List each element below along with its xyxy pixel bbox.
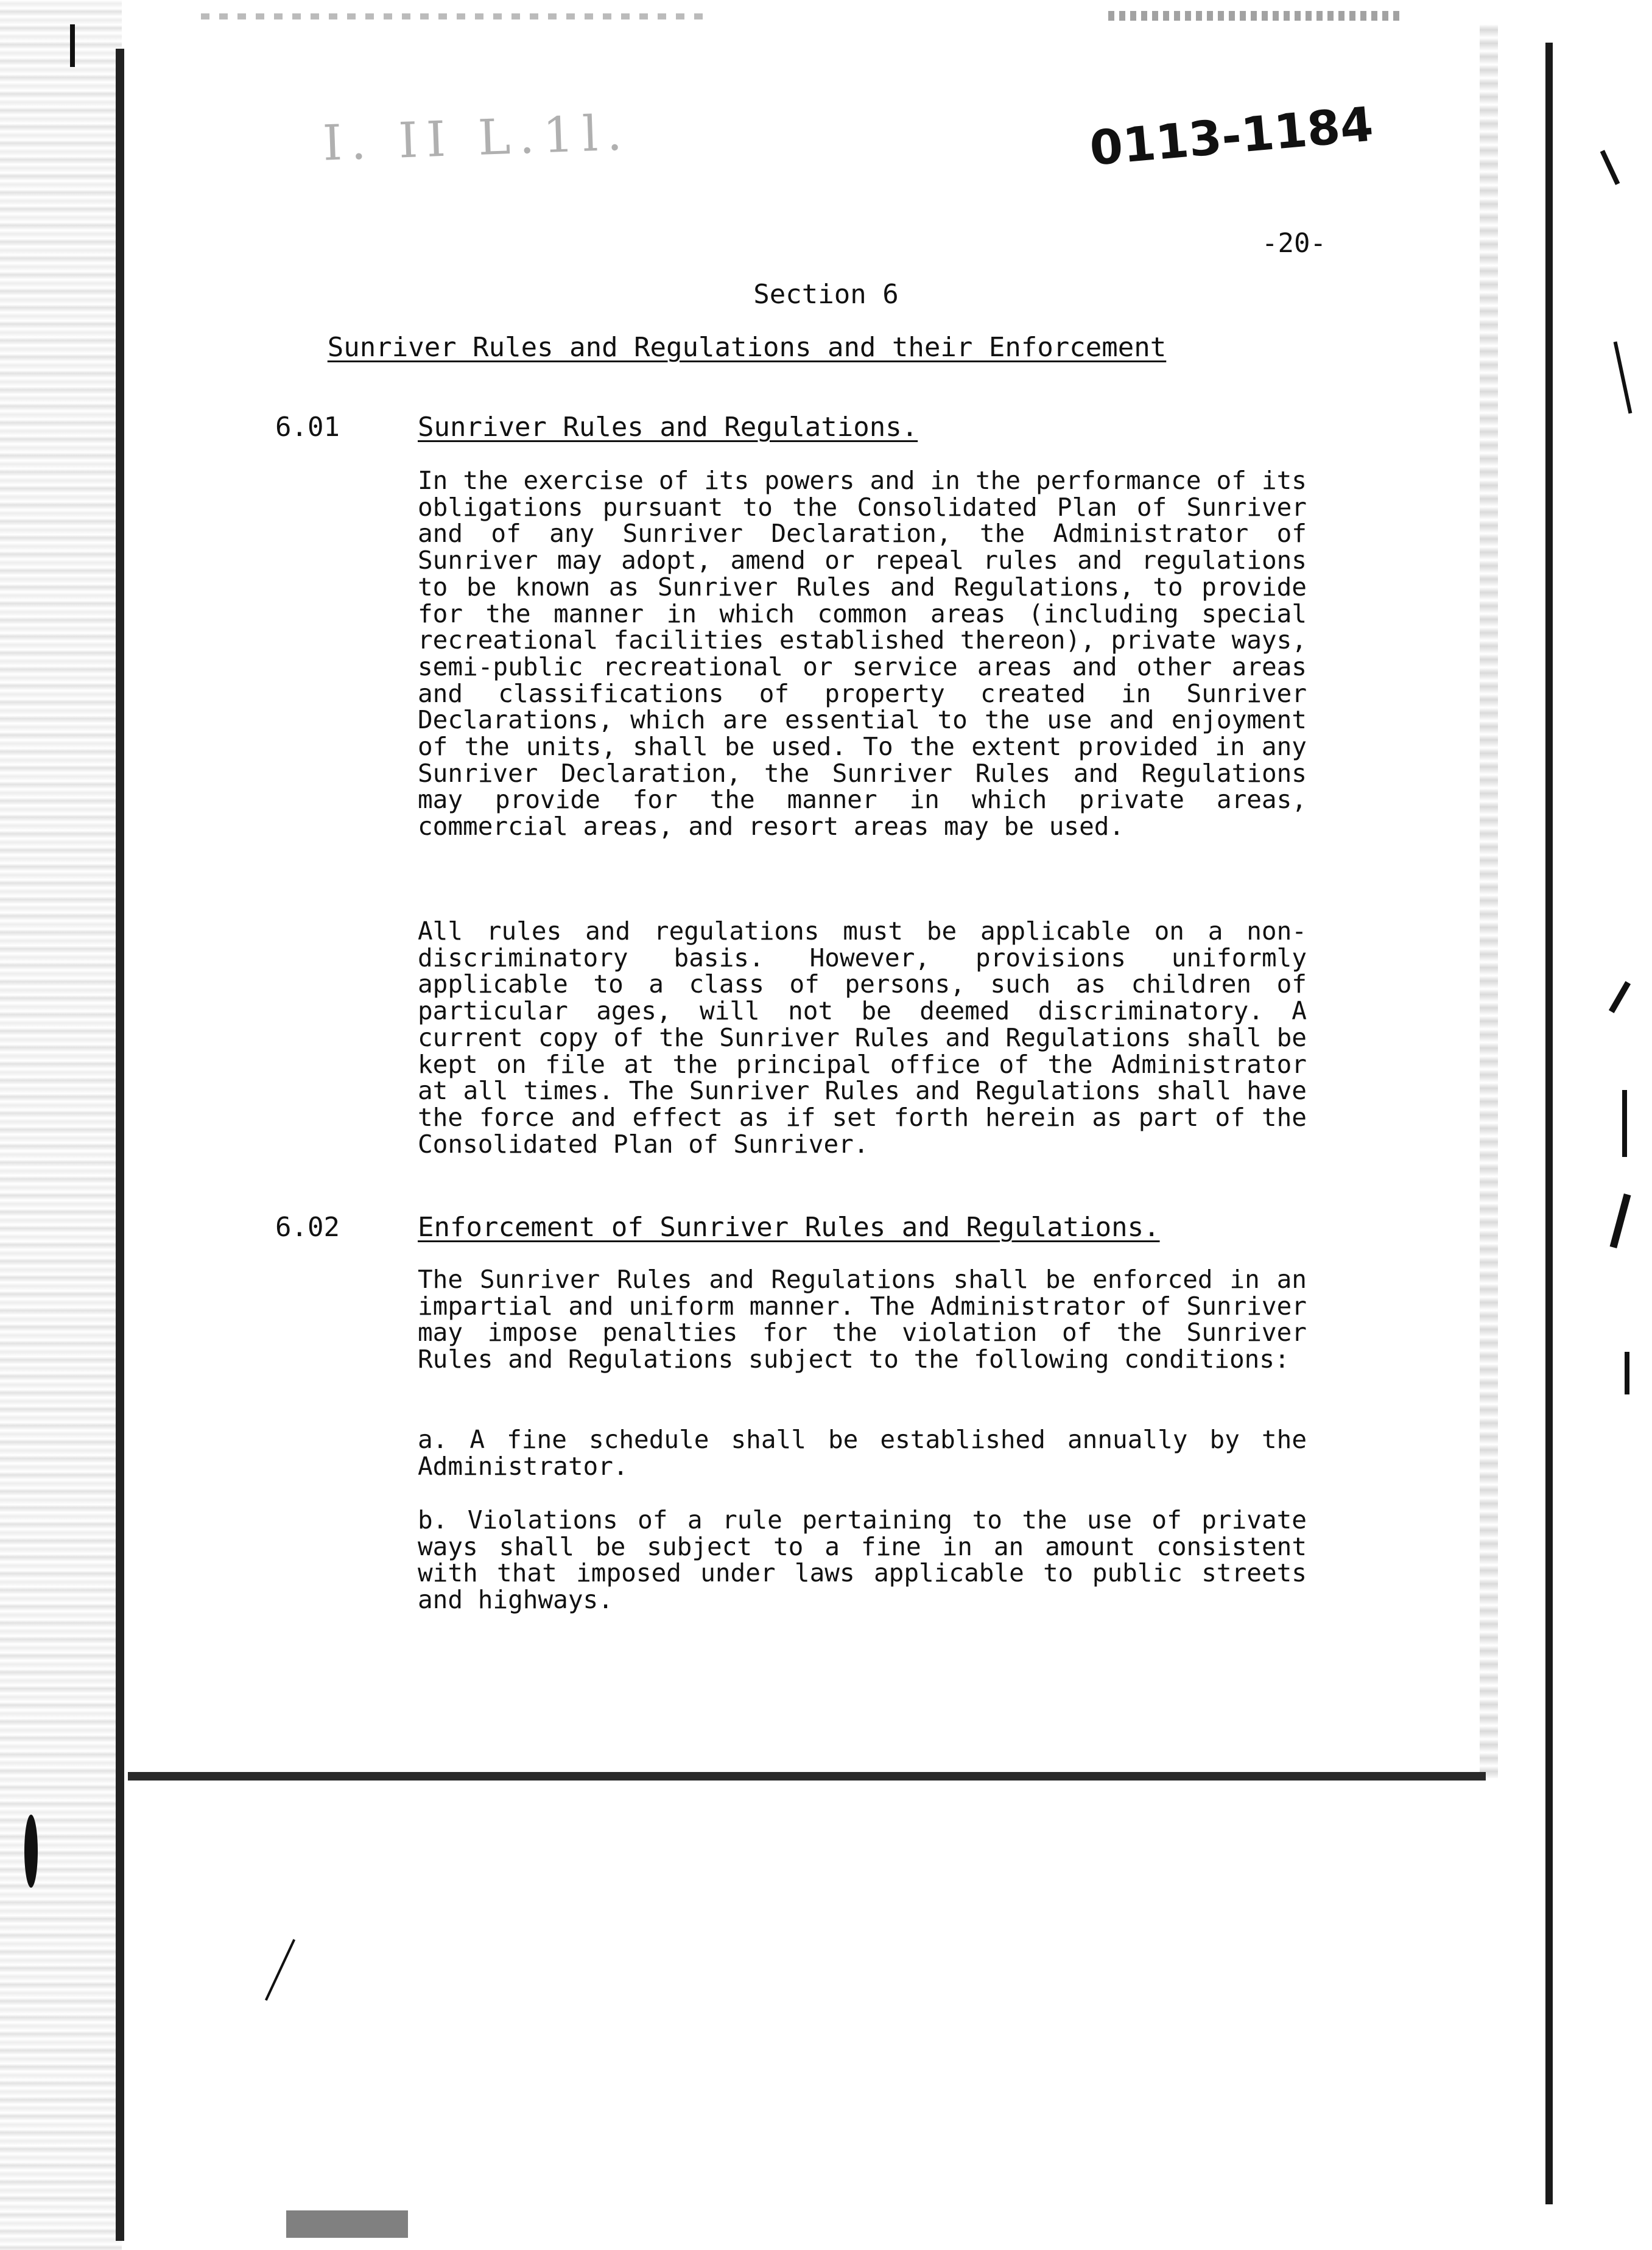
section-title-text: Sunriver Rules and Regulations and their Enforcement <box>327 332 1167 363</box>
list-item: b. Violations of a rule pertaining to the use of private ways shall be subject to a fine in an amount consistent with that imposed under laws applicable to public streets and highways. <box>418 1505 1307 1615</box>
document-number: 0113-1184 <box>1088 97 1376 177</box>
scan-border-bottom <box>128 1772 1486 1781</box>
margin-mark <box>1609 981 1631 1013</box>
margin-mark <box>1614 342 1633 414</box>
scan-border-left <box>116 49 124 2241</box>
article-number: 6.01 <box>275 412 340 443</box>
paragraph: All rules and regulations must be applicable on a non-discriminatory basis. However, provisions uniformly applicable to a class of persons, such as children of particular ages, will not be deemed discriminatory. A current copy of the Sunriver Rules and Regulations shall be kept on file at the principal office of the Administrator at all times. The Sunriver Rules and Regulations shall have the force and effect as if set forth herein as part of the Consolidated Plan of Sunriver. <box>418 916 1307 1159</box>
scan-noise-top <box>201 13 706 19</box>
scan-smudge-bottom <box>286 2210 408 2238</box>
list-item: a. A fine schedule shall be established annually by the Administrator. <box>418 1425 1307 1481</box>
margin-mark <box>265 1939 295 2000</box>
scan-noise-top-right <box>1108 11 1401 21</box>
paragraph: The Sunriver Rules and Regulations shall be enforced in an impartial and uniform manner. The Administrator of Sunriver may impose penalties for the violation of the Sunriver Rules and Regulations subject to the following conditions: <box>418 1265 1307 1374</box>
section-title <box>0 332 1573 363</box>
margin-mark <box>24 1815 38 1888</box>
page-number: -20- <box>1262 228 1326 259</box>
section-number: Section 6 <box>753 279 899 310</box>
article-heading-text: Enforcement of Sunriver Rules and Regulations. <box>418 1212 1160 1243</box>
faded-stamp: I. II L.1l. <box>322 104 632 172</box>
margin-mark <box>70 24 75 67</box>
margin-mark <box>1600 150 1620 185</box>
paragraph: In the exercise of its powers and in the performance of its obligations pursuant to the Consolidated Plan of Sunriver and of any Sunriver Declaration, the Administrator of Sunriver may adopt, amend or repeal rules and regulations to be known as Sunriver Rules and Regulations, to provide for the manner in which common areas (including special recreational facilities established thereon), private ways, semi-public recreational or service areas and other areas and classifications of property created in Sunriver Declarations, which are essential to the use and enjoyment of the units, shall be used. To the extent provided in any Sunriver Declaration, the Sunriver Rules and Regulations may provide for the manner in which private areas, commercial areas, and resort areas may be used. <box>418 466 1307 842</box>
margin-mark <box>1625 1352 1629 1394</box>
margin-mark <box>1622 1090 1627 1157</box>
article-number: 6.02 <box>275 1212 340 1243</box>
article-heading <box>418 1212 1160 1243</box>
article-heading-text: Sunriver Rules and Regulations. <box>418 412 918 443</box>
article-heading <box>418 412 918 443</box>
margin-mark <box>1610 1194 1631 1248</box>
scan-border-right <box>1545 43 1553 2204</box>
